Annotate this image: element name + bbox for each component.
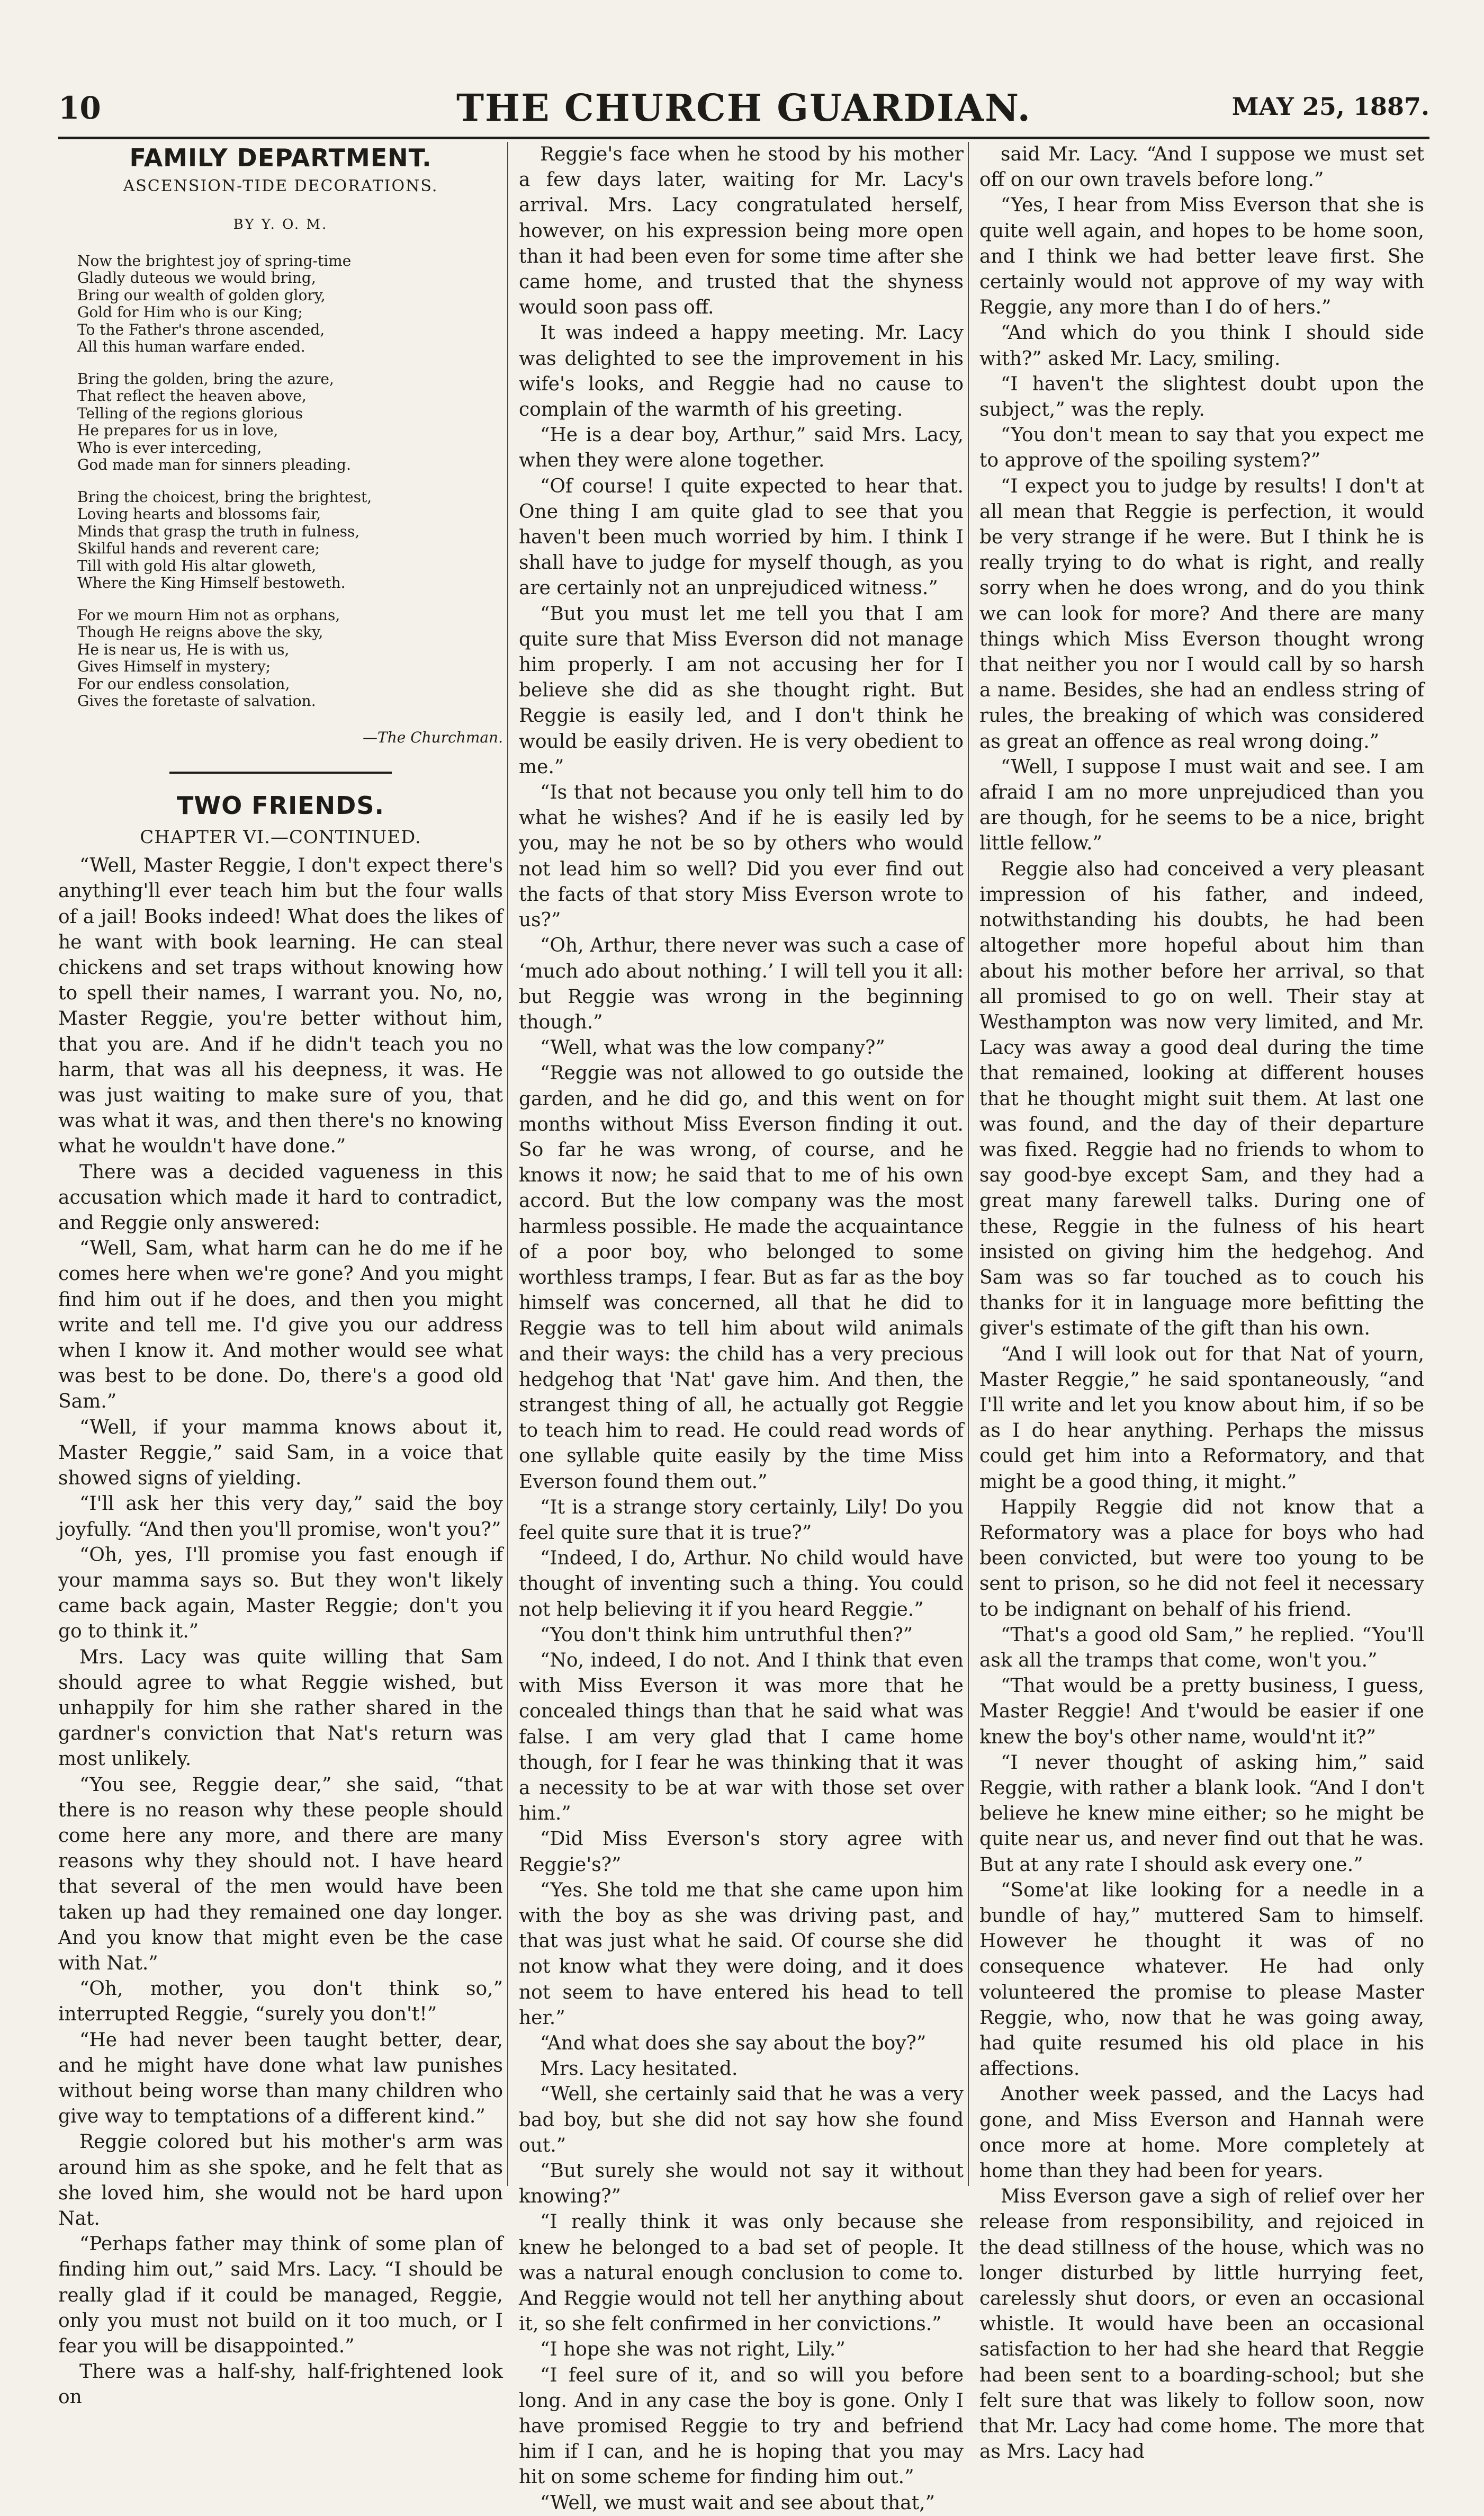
story-paragraph: “Of course! I quite expected to hear that. One thing I am quite glad to see that you haven't been much worried by him. I think I shall have to judge for myself though, as you are certainly not an unprejudiced witness.” <box>519 475 964 599</box>
poem-line: Bring the choicest, bring the brightest, <box>77 488 372 506</box>
story-paragraph: There was a decided vagueness in this accusation which made it hard to contradict, and Reggie only answered: <box>58 1161 503 1234</box>
poem-line: Till with gold His altar gloweth, <box>77 557 317 575</box>
story-paragraph: “And which do you think I should side with?” asked Mr. Lacy, smiling. <box>979 322 1424 370</box>
newspaper-title: THE CHURCH GUARDIAN. <box>456 86 1032 130</box>
story-paragraph: “I feel sure of it, and so will you before long. And in any case the boy is gone. Only I have promised Reggie to try and befriend him if I can, and he is hoping that you may hit on some scheme for finding him out.” <box>519 2364 964 2488</box>
story-paragraph: “Well, if your mamma knows about it, Master Reggie,” said Sam, in a voice that showed signs of yielding. <box>58 1416 503 1490</box>
poem-line: Who is ever interceding, <box>77 438 262 456</box>
story-paragraph: “Well, Master Reggie, I don't expect there's anything'll ever teach him but the four walls of a jail! Books indeed! What does the likes of he want with book learning. He can steal chickens and set traps without knowing how to spell their names, I warrant you. No, no, Master Reggie, you're better without him, that you are. And if he didn't teach you no harm, that was all his deepness, it was. He was just waiting to make sure of you, that was what it was, and then there's no knowing what he wouldn't have done.” <box>58 855 503 1158</box>
section-divider <box>169 772 392 774</box>
poem-line: To the Father's throne ascended, <box>77 320 325 338</box>
story-paragraph: Reggie's face when he stood by his mother a few days later, waiting for Mr. Lacy's arrival. Mrs. Lacy congratulated herself, however, on his expression being more open than it had been even for some time after she came home, and trusted that the shyness would soon pass off. <box>519 144 964 319</box>
story-paragraph: “Well, what was the low company?” <box>540 1037 885 1059</box>
poem-line: Telling of the regions glorious <box>77 404 303 422</box>
story-paragraph: “But surely she would not say it without knowing?” <box>519 2160 964 2208</box>
page-number: 10 <box>58 90 101 126</box>
story-paragraph: “No, indeed, I do not. And I think that even with Miss Everson it was more that he concealed things than that he said what was false. I am very glad that I came home though, for I fear he was thinking that it was a necessity to be at war with those set over him.” <box>519 1649 964 1825</box>
story-paragraph: Reggie also had conceived a very pleasant impression of his father, and indeed, notwithstanding his doubts, he had been altogether more hopeful about him than about his mother before her arrival, so that all promised to go on well. Their stay at Westhampton was now very limited, and Mr. Lacy was away a good deal during the time that remained, looking at different houses that he thought might suit them. At last one was found, and the day of their departure was fixed. Reggie had no friends to whom to say good-bye except Sam, and they had a great many farewell talks. During one of these, Reggie in the fulness of his heart insisted on giving him the hedgehog. And Sam was so far touched as to couch his thanks for it in language more befitting the giver's estimate of the gift than his own. <box>979 858 1424 1340</box>
story-paragraph: Mrs. Lacy hesitated. <box>540 2058 738 2080</box>
story-paragraph: “And what does she say about the boy?” <box>540 2033 927 2055</box>
poem-line: Now the brightest joy of spring-time <box>77 252 352 270</box>
poem-line: That reflect the heaven above, <box>77 387 307 405</box>
story-paragraph: “Indeed, I do, Arthur. No child would have thought of inventing such a thing. You could not help believing it if you heard Reggie.” <box>519 1547 964 1620</box>
story-paragraph: “Well, I suppose I must wait and see. I am afraid I am no more unprejudiced than you are though, for he seems to be a nice, bright little fellow.” <box>979 756 1424 855</box>
story-paragraph: “You don't mean to say that you expect me to approve of the spoiling system?” <box>979 424 1424 472</box>
poem-stanza <box>77 607 503 710</box>
poem-line: Though He reigns above the sky, <box>77 623 323 641</box>
poem-byline: BY Y. O. M. <box>233 217 328 233</box>
story-paragraph: Mrs. Lacy was quite willing that Sam should agree to what Reggie wished, but unhappily for him she rather shared in the gardner's conviction that Nat's return was most unlikely. <box>58 1646 503 1770</box>
story-paragraph: “You see, Reggie dear,” she said, “that there is no reason why these people should come here any more, and there are many reasons why they should not. I have heard that several of the men would have been taken up had they remained one day longer. And you know that might even be the case with Nat.” <box>58 1774 503 1974</box>
poem-line: Bring our wealth of golden glory, <box>77 286 326 304</box>
story-paragraph: “I'll ask her this very day,” said the boy joyfully. “And then you'll promise, won't you?” <box>58 1493 503 1541</box>
chapter-heading: CHAPTER VI.—CONTINUED. <box>140 827 421 848</box>
issue-date: MAY 25, 1887. <box>1231 92 1429 121</box>
story-paragraph: “I hope she was not right, Lily.” <box>540 2339 846 2361</box>
poem-attribution: —The Churchman. <box>363 728 503 746</box>
story-paragraph: Reggie colored but his mother's arm was around him as she spoke, and he felt that as she loved him, she would not be hard upon Nat. <box>58 2131 503 2230</box>
story-paragraph: “Well, we must wait and see about that,” <box>540 2492 936 2514</box>
story-paragraph: “Well, she certainly said that he was a very bad boy, but she did not say how she found out.” <box>519 2083 964 2156</box>
story-paragraph: “Some'at like looking for a needle in a bundle of hay,” muttered Sam to himself. However he thought it was of no consequence whatever. He had only volunteered the promise to please Master Reggie, who, now that he was going away, had quite resumed his old place in his affections. <box>979 1879 1424 2080</box>
poem-line: For we mourn Him not as orphans, <box>77 606 340 624</box>
story-paragraph: “Is that not because you only tell him to do what he wishes? And if he is easily led by you, may he not be so by others who would not lead him so well? Did you ever find out the facts of that story Miss Everson wrote to us?” <box>519 782 964 932</box>
story-paragraph: “I never thought of asking him,” said Reggie, with rather a blank look. “And I don't believe he knew mine either; so he might be quite near us, and never find out that he was. But at any rate I should ask every one.” <box>979 1751 1424 1876</box>
column-divider <box>507 142 508 2186</box>
story-paragraph: “That would be a pretty business, I guess, Master Reggie! And t'would be easier if one knew the boy's other name, would'nt it?” <box>979 1675 1424 1748</box>
poem-title: ASCENSION-TIDE DECORATIONS. <box>123 177 438 196</box>
story-paragraph: “Oh, Arthur, there never was such a case of ‘much ado about nothing.’ I will tell you it all: but Reggie was wrong in the beginning though.” <box>519 935 964 1033</box>
story-heading: TWO FRIENDS. <box>177 791 384 820</box>
story-paragraph: “He had never been taught better, dear, and he might have done what law punishes without being worse than many children who give way to temptations of a different kind.” <box>58 2029 503 2128</box>
poem-line: Where the King Himself bestoweth. <box>77 574 346 592</box>
story-text-column-1 <box>58 853 503 2410</box>
story-paragraph: “And I will look out for that Nat of yourn, Master Reggie,” he said spontaneously, “and I'll write and let you know about him, if so be as I do hear anything. Perhaps the missus could get him into a Reformatory, and that might be a good thing, it might.” <box>979 1343 1424 1493</box>
story-paragraph: “You don't think him untruthful then?” <box>540 1624 913 1646</box>
poem-line: Gives the foretaste of salvation. <box>77 692 316 710</box>
masthead <box>58 79 1429 143</box>
story-paragraph: said Mr. Lacy. “And I suppose we must set off on our own travels before long.” <box>979 144 1424 191</box>
poem-stanza <box>77 371 503 474</box>
story-paragraph: “Did Miss Everson's story agree with Reggie's?” <box>519 1828 964 1876</box>
story-paragraph: “Well, Sam, what harm can he do me if he comes here when we're gone? And you might find him out if he does, and then you might write and tell me. I'd give you our address when I know it. And mother would see what was best to be done. Do, there's a good old Sam.” <box>58 1238 503 1413</box>
story-paragraph: “That's a good old Sam,” he replied. “You'll ask all the tramps that come, won't you.” <box>979 1624 1424 1671</box>
story-paragraph: “I expect you to judge by results! I don't at all mean that Reggie is perfection, it would be very strange if he were. But I think he is really trying to do what is right, and really sorry when he does wrong, and do you think we can look for more? And there are many things which Miss Everson thought wrong that neither you nor I would call by so harsh a name. Besides, she had an endless string of rules, the breaking of which was considered as great an offence as real wrong doing.” <box>979 475 1424 753</box>
poem-line: Gladly duteous we would bring, <box>77 269 316 287</box>
poem-line: He is near us, He is with us, <box>77 640 290 658</box>
story-paragraph: “Reggie was not allowed to go outside the garden, and he did go, and this went on for months without Miss Everson finding it out. So far he was wrong, of course, and he knows it now; he said that to me of his own accord. But the low company was the most harmless possible. He made the acquaintance of a poor boy, who belonged to some worthless tramps, I fear. But as far as the boy himself was concerned, all that he did to Reggie was to tell him about wild animals and their ways: the child has a very precious hedgehog that 'Nat' gave him. And then, the strangest thing of all, he actually got Reggie to teach him to read. He could read words of one syllable quite easily by the time Miss Everson found them out.” <box>519 1062 964 1493</box>
poem-line: All this human warfare ended. <box>77 338 305 356</box>
story-paragraph: “He is a dear boy, Arthur,” said Mrs. Lacy, when they were alone together. <box>519 424 964 472</box>
poem-line: Gives Himself in mystery; <box>77 658 271 676</box>
story-text-column-3 <box>979 142 1424 2465</box>
story-paragraph: “Yes. She told me that she came upon him with the boy as she was driving past, and that was just what he said. Of course she did not know what they were doing, and it does not seem to have entered his head to tell her.” <box>519 1879 964 2029</box>
story-paragraph: “It is a strange story certainly, Lily! Do you feel quite sure that it is true?” <box>519 1496 964 1544</box>
story-paragraph: “Oh, mother, you don't think so,” interrupted Reggie, “surely you don't!” <box>58 1978 503 2026</box>
story-paragraph: There was a half-shy, half-frightened look on <box>58 2361 503 2408</box>
poem-line: Loving hearts and blossoms fair, <box>77 505 321 523</box>
story-paragraph: It was indeed a happy meeting. Mr. Lacy was delighted to see the improvement in his wife's looks, and Reggie had no cause to complain of the warmth of his greeting. <box>519 322 964 421</box>
story-paragraph: Another week passed, and the Lacys had gone, and Miss Everson and Hannah were once more at home. More completely at home than they had been for years. <box>979 2083 1424 2182</box>
column-3 <box>979 142 1424 2463</box>
story-paragraph: “But you must let me tell you that I am quite sure that Miss Everson did not manage him properly. I am not accusing her for I believe she did as she thought right. But Reggie is easily led, and I don't think he would be easily driven. He is very obedient to me.” <box>519 603 964 778</box>
story-paragraph: “Oh, yes, I'll promise you fast enough if your mamma says so. But they won't likely came back again, Master Reggie; don't you go to think it.” <box>58 1544 503 1643</box>
poem-line: Gold for Him who is our King; <box>77 303 303 321</box>
story-paragraph: “I haven't the slightest doubt upon the subject,” was the reply. <box>979 373 1424 421</box>
story-text-column-2 <box>519 142 964 2516</box>
column-1 <box>58 142 503 2408</box>
poem-line: Skilful hands and reverent care; <box>77 540 320 558</box>
story-paragraph: Happily Reggie did not know that a Reformatory was a place for boys who had been convicted, but were too young to be sent to prison, so he did not feel it necessary to be indignant on behalf of his friend. <box>979 1496 1424 1620</box>
poem-stanza <box>77 489 503 592</box>
column-2 <box>519 142 964 2514</box>
story-paragraph: “Perhaps father may think of some plan of finding him out,” said Mrs. Lacy. “I should be really glad if it could be managed, Reggie, only you must not build on it too much, or I fear you will be disappointed.” <box>58 2233 503 2357</box>
story-paragraph: “I really think it was only because she knew he belonged to a bad set of people. It was a natural enough conclusion to come to. And Reggie would not tell her anything about it, so she felt confirmed in her convictions.” <box>519 2211 964 2335</box>
poem-stanza <box>77 253 503 356</box>
poem-line: Minds that grasp the truth in fulness, <box>77 522 360 540</box>
poem-line: He prepares for us in love, <box>77 422 278 440</box>
poem-line: For our endless consolation, <box>77 675 290 693</box>
story-paragraph: Miss Everson gave a sigh of relief over her release from responsibility, and rejoiced in the dead stillness of the house, which was no longer disturbed by little hurrying feet, carelessly shut doors, or even an occasional whistle. It would have been an occasional satisfaction to her had she heard that Reggie had been sent to a boarding-school; but she felt sure that was likely to follow soon, now that Mr. Lacy had come home. The more that as Mrs. Lacy had <box>979 2186 1424 2463</box>
poem <box>58 253 503 710</box>
poem-line: God made man for sinners pleading. <box>77 456 351 474</box>
story-paragraph: “Yes, I hear from Miss Everson that she is quite well again, and hopes to be home soon, and I think we had better leave first. She certainly would not approve of my way with Reggie, any more than I do of hers.” <box>979 194 1424 319</box>
poem-line: Bring the golden, bring the azure, <box>77 370 334 388</box>
masthead-rule <box>58 137 1429 139</box>
family-department-heading: FAMILY DEPARTMENT. <box>129 144 432 172</box>
column-divider <box>968 142 969 2186</box>
